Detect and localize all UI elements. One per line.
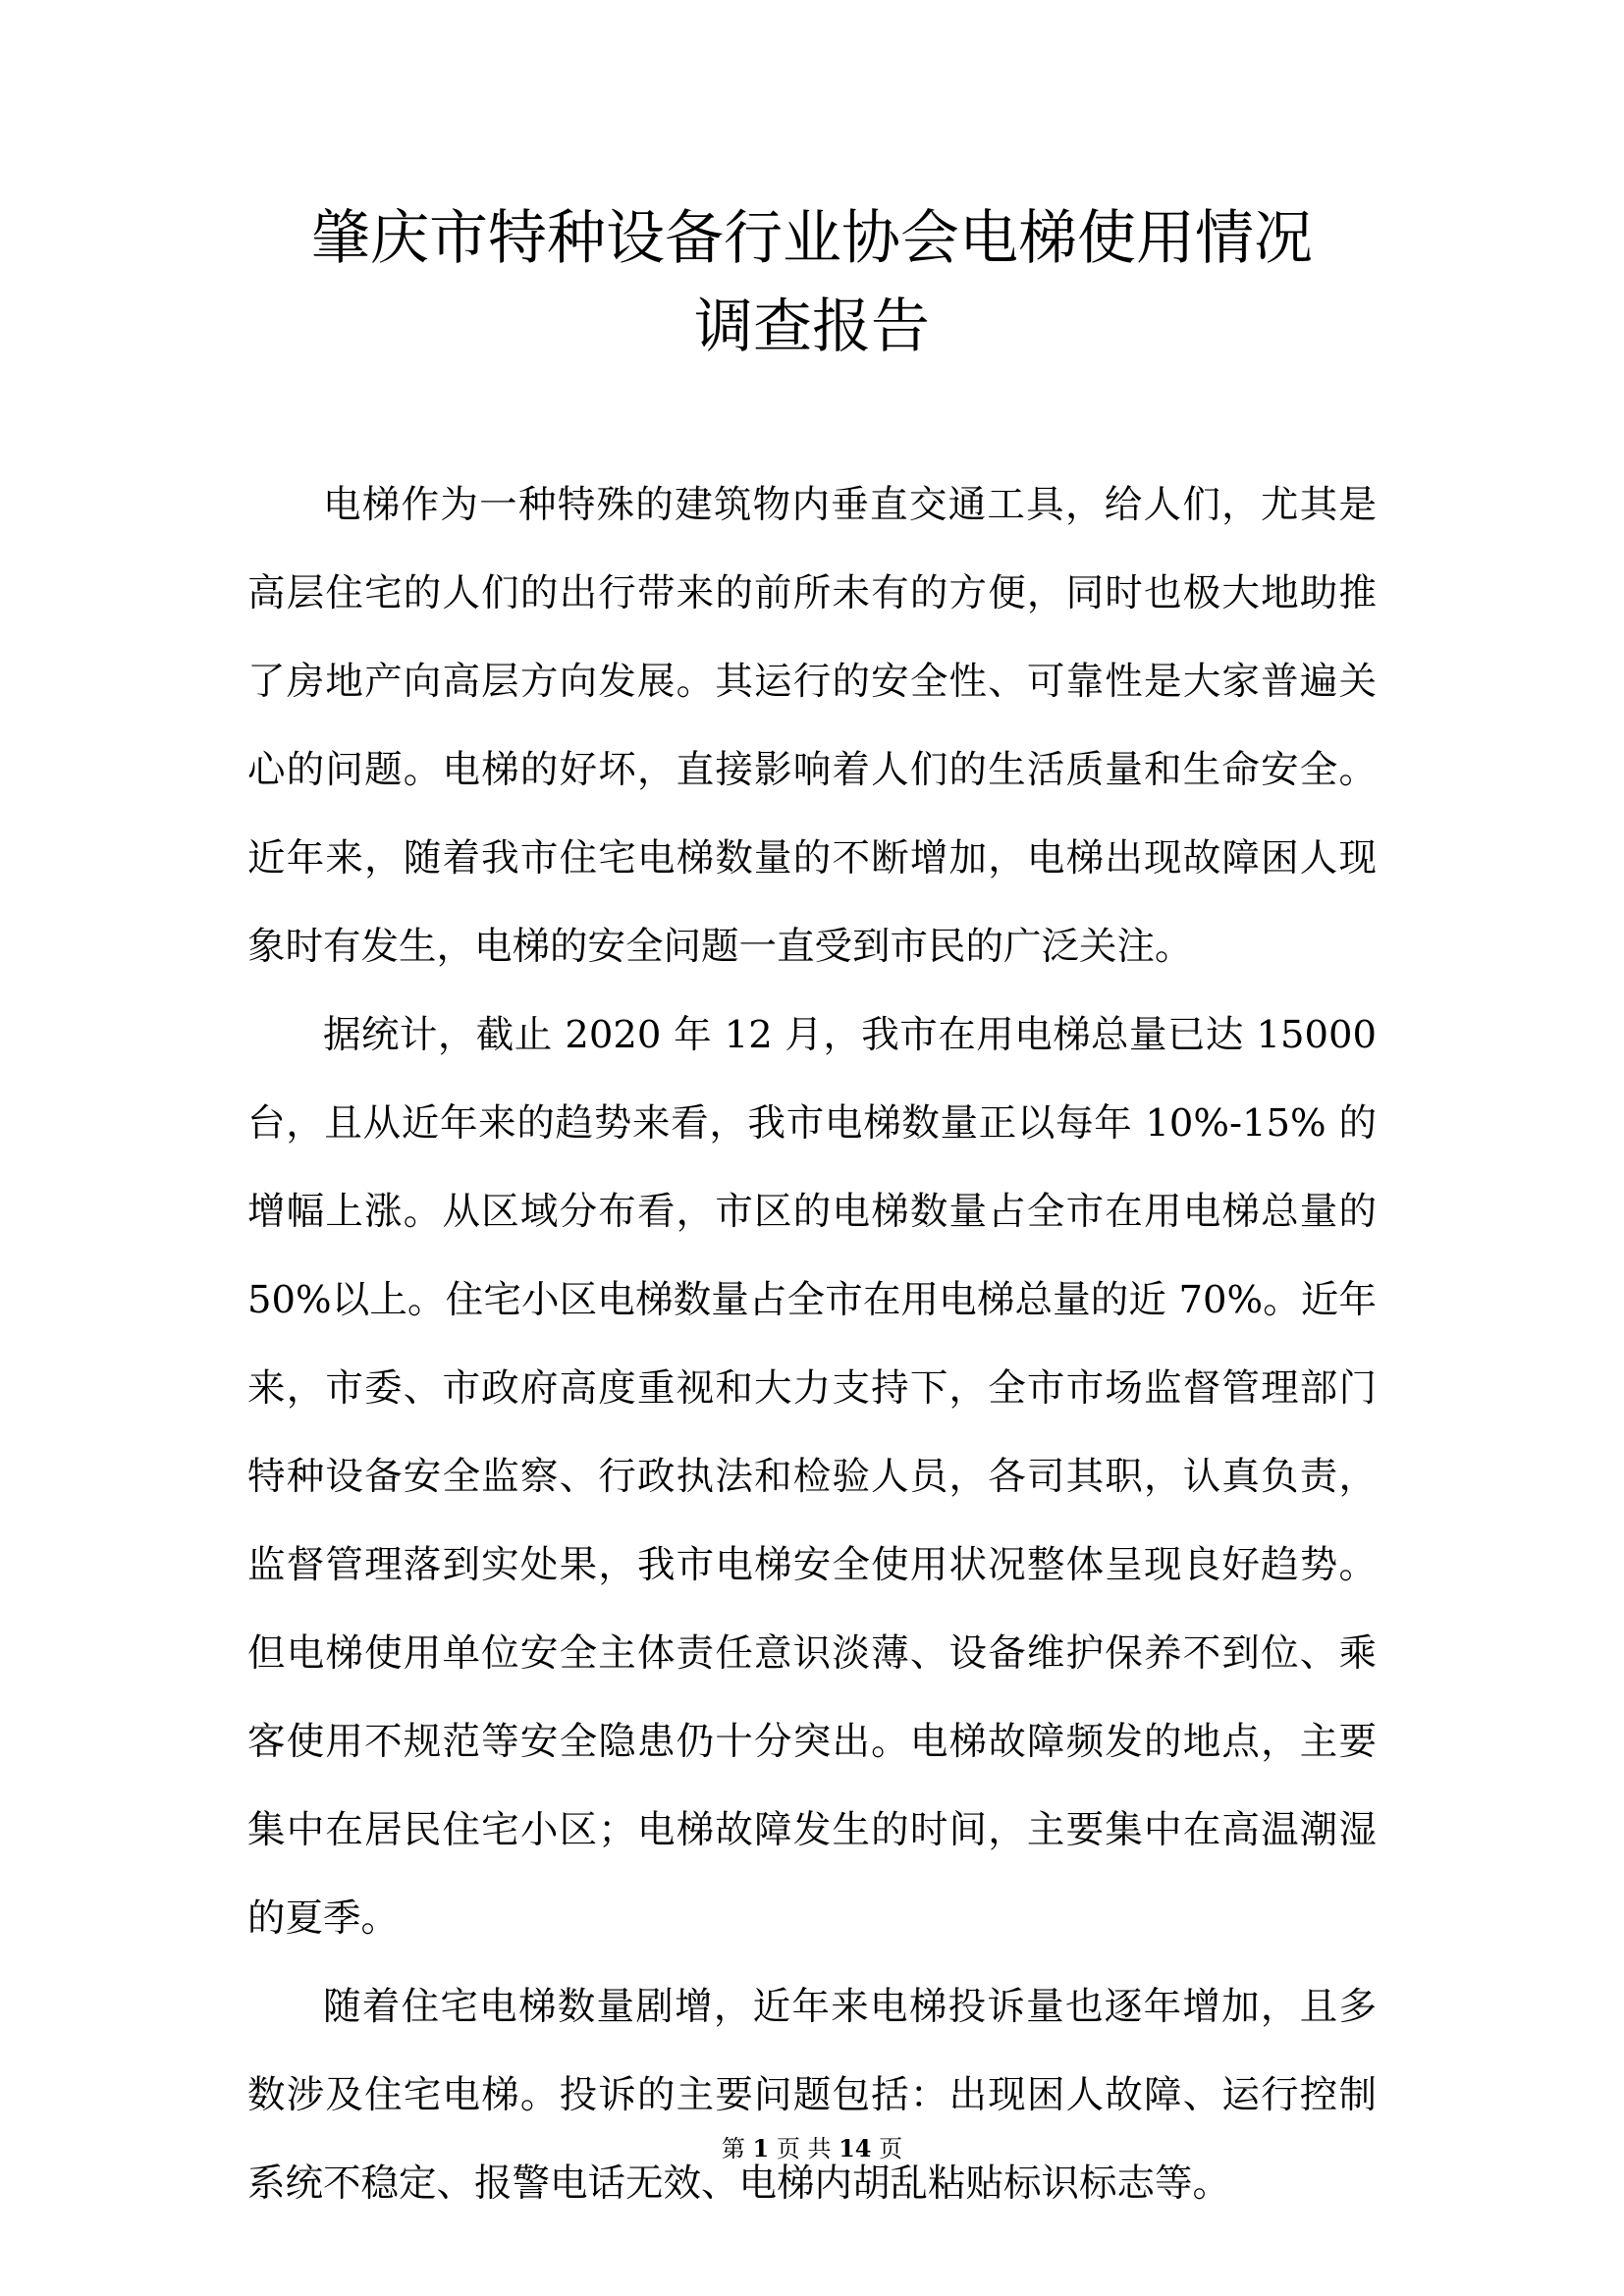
footer-middle: 页 共 bbox=[776, 2135, 832, 2163]
paragraph-statistics: 据统计，截止 2020 年 12 月，我市在用电梯总量已达 15000 台，且从近年来的趋势来看，我市电梯数量正以每年 10%-15% 的增幅上涨。从区域分布看，市区的电梯数量占全市在用电梯总量的 50%以上。住宅小区电梯数量占全市在用电梯总量的近 70%。近年来，市委、市政府高度重视和大力支持下，全市市场监督管理部门特种设备安全监察、行政执法和检验人员，各司其职，认真负责，监督管理落到实处果，我市电梯安全使用状况整体呈现良好趋势。但电梯使用单位安全主体责任意识淡薄、设备维护保养不到位、乘客使用不规范等安全隐患仍十分突出。电梯故障频发的地点，主要集中在居民住宅小区；电梯故障发生的时间，主要集中在高温潮湿的夏季。 bbox=[247, 1013, 1377, 1941]
paragraph-intro: 电梯作为一种特殊的建筑物内垂直交通工具，给人们，尤其是高层住宅的人们的出行带来的前所未有的方便，同时也极大地助推了房地产向高层方向发展。其运行的安全性、可靠性是大家普遍关心的问题。电梯的好坏，直接影响着人们的生活质量和生命安全。近年来，随着我市住宅电梯数量的不断增加，电梯出现故障困人现象时有发生，电梯的安全问题一直受到市民的广泛关注。 bbox=[247, 483, 1377, 969]
footer-prefix: 第 bbox=[721, 2135, 745, 2163]
paragraph-complaints: 随着住宅电梯数量剧增，近年来电梯投诉量也逐年增加，且多数涉及住宅电梯。投诉的主要问题包括：出现困人故障、运行控制系统不稳定、报警电话无效、电梯内胡乱粘贴标识标志等。 bbox=[247, 1985, 1377, 2206]
document-title bbox=[177, 194, 1447, 371]
footer-page-number: 1 bbox=[752, 2134, 770, 2163]
footer-suffix: 页 bbox=[879, 2135, 903, 2163]
page-footer bbox=[0, 2134, 1624, 2163]
title-line-1: 肇庆市特种设备行业协会电梯使用情况 bbox=[311, 204, 1313, 273]
footer-total-pages: 14 bbox=[839, 2134, 872, 2163]
document-body bbox=[247, 461, 1377, 2228]
title-line-2: 调查报告 bbox=[694, 293, 930, 361]
